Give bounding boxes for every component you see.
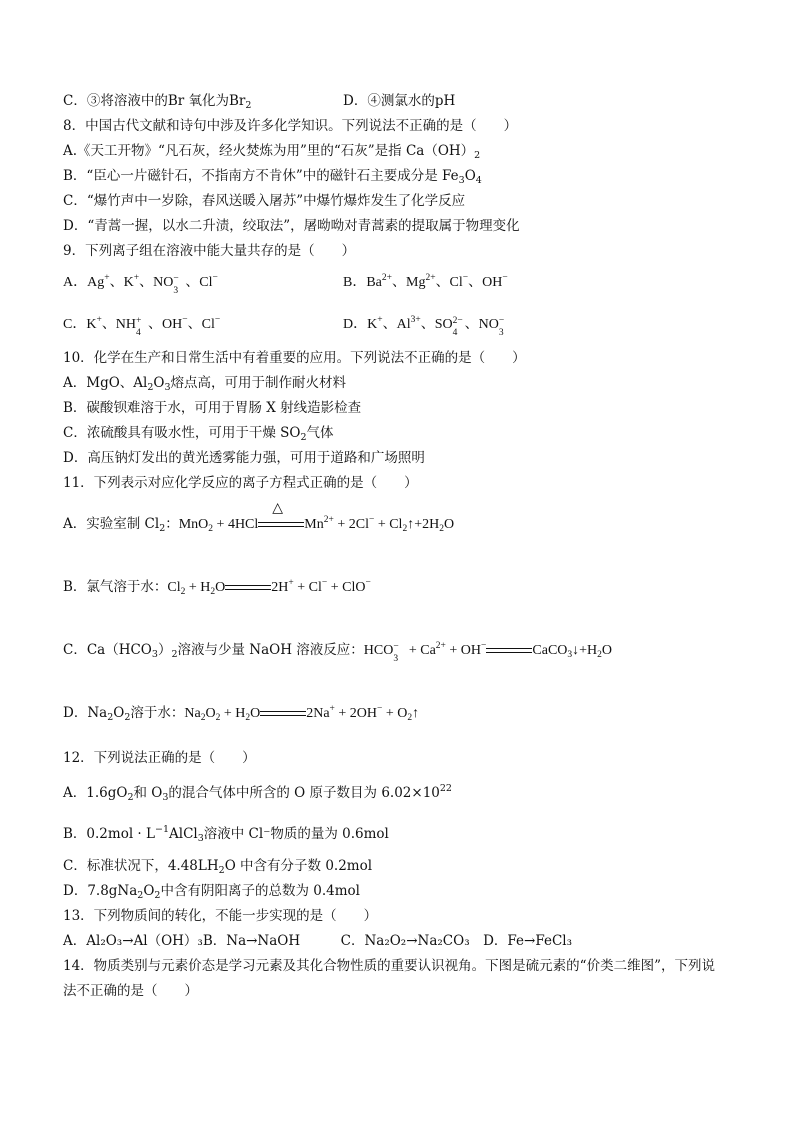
q12-stem: 12．下列说法正确的是（ ）: [63, 750, 256, 766]
q11-stem: 11．下列表示对应化学反应的离子方程式正确的是（ ）: [63, 475, 418, 491]
q12-option-c: C．标准状况下，$4.48LH_2O$ 中含有分子数 0.2mol: [63, 858, 373, 876]
q11-option-c: C．$Ca(HCO_3)_2$溶液与少量 NaOH 溶液反应：HCO − 3 + $Ca^{2+} + OH^-$ $CaCO_3↓+H_2O$: [63, 641, 613, 664]
q8-stem: 8．中国古代文献和诗句中涉及许多化学知识。下列说法不正确的是（ ）: [63, 118, 518, 134]
q8-option-c: C．“爆竹声中一岁除，春风送暖入屠苏”中爆竹爆炸发生了化学反应: [63, 193, 466, 209]
q9-option-d: D．K+、$Al^{3+}$、SO 2− 4 、NO − 3: [343, 315, 505, 338]
q10-option-c: C．浓硫酸具有吸水性，可用于干燥 $SO_2$气体: [63, 425, 334, 443]
q9-option-a: A．Ag+、K+、NO − 3 、Cl−: [63, 273, 218, 296]
q10-option-a: A．MgO、$Al_2O_3$熔点高，可用于制作耐火材料: [63, 375, 347, 393]
q8-option-d: D．“青蒿一握，以水二升渍，绞取法”，屠呦呦对青蒿素的提取属于物理变化: [63, 218, 520, 234]
q14-stem-line2: 法不正确的是（ ）: [63, 983, 198, 999]
q12-option-b: B．$0.2mol \cdot L^{-1}AlCl_3$溶液中 Cl⁻物质的量为 0.6mol: [63, 824, 389, 844]
q13-stem: 13．下列物质间的转化，不能一步实现的是（ ）: [63, 908, 378, 924]
q9-stem: 9．下列离子组在溶液中能大量共存的是（ ）: [63, 243, 356, 259]
q9-option-b: B．$Ba^{2+}$、$Mg^{2+}$、Cl−、OH−: [343, 273, 508, 290]
q11-option-a: A．实验室制 $Cl_2$：MnO$_2$ + 4HCl △ $Mn^{2+} + 2Cl^-$ + $Cl_2↑+2H_2O$: [63, 500, 455, 534]
q8-option-b: B．“臣心一片磁针石，不指南方不肯休”中的磁针石主要成分是 $Fe_3O_4$: [63, 168, 482, 186]
q7-option-d: D．④测氯水的pH: [343, 93, 456, 109]
q14-stem-line1: 14．物质类别与元素价态是学习元素及其化合物性质的重要认识视角。下图是硫元素的“价类二维图”，下列说: [63, 958, 715, 974]
q9-option-c: C．K+、NH + 4 、OH−、Cl−: [63, 315, 221, 338]
q8-option-a: A.《天工开物》“凡石灰，经火焚炼为用”里的“石灰”是指 $Ca(OH)_2$: [63, 143, 481, 161]
q11-option-b: B．氯气溶于水：$Cl_2 + H_2O$ 2H+ + Cl− + ClO−: [63, 578, 371, 597]
q10-option-b: B．碳酸钡难溶于水，可用于胃肠 X 射线造影检查: [63, 400, 362, 416]
q12-option-a: A．$1.6gO_2$和 $O_3$的混合气体中所含的 O 原子数目为 $6.02\times 10^{22}$: [63, 783, 452, 803]
q10-stem: 10．化学在生产和日常生活中有着重要的应用。下列说法不正确的是（ ）: [63, 350, 526, 366]
q12-option-d: D．$7.8gNa_2O_2$中含有阴阳离子的总数为 0.4mol: [63, 883, 360, 901]
q13-options: A．Al₂O₃→Al（OH）₃B．Na→NaOH C．Na₂O₂→Na₂CO₃ D．Fe→FeCl₃: [63, 933, 573, 949]
q7-option-c: C．③将溶液中的Br 氧化为$Br_2$: [63, 93, 252, 111]
q11-option-d: D．$Na_2O_2$溶于水：$Na_2O_2 + H_2O$ $2Na^+ + 2OH^- + O_2↑$: [63, 704, 420, 723]
q10-option-d: D．高压钠灯发出的黄光透雾能力强，可用于道路和广场照明: [63, 450, 425, 466]
